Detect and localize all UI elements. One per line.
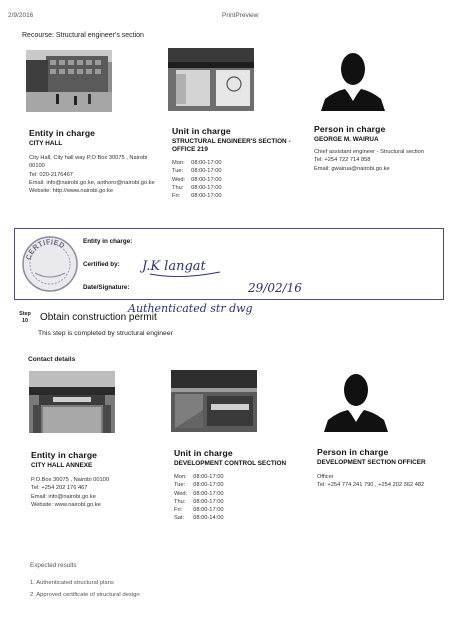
person-tel-2: Tel: +254 774 241 790 , +254 202 362 482 bbox=[317, 482, 425, 489]
entity-column-2 bbox=[31, 450, 166, 509]
print-date: 2/9/2016 bbox=[8, 12, 34, 19]
hours-row bbox=[172, 184, 228, 192]
cert-entity-label: Entity in charge: bbox=[83, 238, 133, 245]
person-column-2 bbox=[317, 447, 447, 490]
seal-text: CERTIFIED bbox=[25, 238, 66, 261]
entity-heading-2: Entity in charge bbox=[31, 450, 98, 460]
person-email[interactable]: Email: gwairua@nairobi.go.ke bbox=[314, 165, 390, 172]
hours-day: Mon: bbox=[174, 474, 187, 480]
hours-row bbox=[174, 490, 230, 498]
hours-row bbox=[174, 473, 230, 481]
unit-name: STRUCTURAL ENGINEER'S SECTION - OFFICE 219 bbox=[172, 138, 291, 153]
entity-email[interactable]: Email: info@nairobi.go.ke, aothoro@nairobi.go.ke bbox=[29, 179, 155, 186]
person-role-2: Officer bbox=[317, 474, 334, 480]
person-heading-2: Person in charge bbox=[317, 447, 389, 457]
hours-time: 08:00-17:00 bbox=[193, 482, 224, 489]
person-heading: Person in charge bbox=[314, 124, 386, 134]
hours-row bbox=[172, 159, 228, 167]
entity-heading: Entity in charge bbox=[29, 128, 96, 138]
hours-day: Tue: bbox=[174, 482, 186, 489]
hours-row bbox=[174, 506, 230, 514]
hours-time: 08:00-17:00 bbox=[191, 184, 222, 191]
entity-address: City Hall, City hall way P.O Box 30075 , Nairobi 00100 bbox=[29, 155, 148, 170]
person-column-1 bbox=[314, 124, 444, 173]
unit-name-2: DEVELOPMENT CONTROL SECTION bbox=[174, 460, 287, 467]
entity-name: CITY HALL bbox=[29, 140, 63, 147]
step-description: This step is completed by structural engineer bbox=[38, 330, 173, 337]
step-label: Step bbox=[19, 311, 31, 317]
person-tel: Tel: +254 722 714 858 bbox=[314, 157, 371, 164]
hours-row bbox=[172, 192, 228, 200]
unit-column-2 bbox=[174, 448, 309, 523]
unit-heading: Unit in charge bbox=[172, 126, 231, 136]
hours-row bbox=[172, 176, 228, 184]
office-hours-table bbox=[172, 159, 228, 200]
entity-tel: Tel: 020-2176467 bbox=[29, 171, 73, 178]
list-item: 1. Authenticated structural plans bbox=[30, 580, 114, 586]
unit-heading-2: Unit in charge bbox=[174, 448, 233, 458]
entity-website-2[interactable]: Website: www.nairobi.go.ke bbox=[31, 501, 101, 508]
hours-time: 08:00-17:00 bbox=[191, 160, 222, 166]
hours-day: Thu: bbox=[174, 498, 186, 505]
person-role: Chief assistant engineer - Structural section bbox=[314, 149, 425, 155]
person-avatar-george bbox=[315, 47, 391, 111]
hours-time: 08:00-17:00 bbox=[191, 176, 222, 183]
hours-row bbox=[172, 167, 228, 175]
entity-name-2: CITY HALL ANNEXE bbox=[31, 462, 93, 469]
hours-row bbox=[174, 514, 230, 522]
recourse-label: Recourse: Structural engineer's section bbox=[22, 32, 144, 39]
hours-time: 08:00-17:00 bbox=[193, 474, 224, 480]
entity-column-1 bbox=[29, 128, 164, 195]
entity-email-2[interactable]: Email: info@nairobi.go.ke bbox=[31, 493, 96, 500]
entity-tel-2: Tel: +254 202 176 467 bbox=[31, 485, 88, 492]
cert-date-label: Date/Signature: bbox=[83, 284, 130, 291]
step-number-badge bbox=[18, 311, 32, 325]
person-name-2: DEVELOPMENT SECTION OFFICER bbox=[317, 459, 426, 466]
hours-day: Fri: bbox=[172, 193, 181, 200]
expected-results-list bbox=[30, 577, 140, 601]
hours-day: Tue: bbox=[172, 168, 184, 175]
expected-results-heading: Expected results bbox=[30, 562, 77, 569]
city-hall-photo bbox=[26, 50, 112, 112]
development-control-office-photo bbox=[171, 370, 257, 432]
unit-column-1 bbox=[172, 126, 307, 200]
entity-website[interactable]: Website: http://www.nairobi.go.ke bbox=[29, 188, 113, 195]
hours-time: 08:00-17:00 bbox=[193, 498, 224, 505]
print-preview-title: PrintPreview bbox=[222, 12, 259, 19]
hours-day: Fri: bbox=[174, 507, 183, 514]
handwritten-date bbox=[246, 276, 326, 298]
hours-time: 08:00-14:00 bbox=[193, 515, 224, 522]
hours-day: Sat: bbox=[174, 515, 185, 522]
hours-time: 08:00-17:00 bbox=[191, 168, 222, 175]
person-avatar-development-officer bbox=[318, 368, 394, 432]
hours-time: 08:00-17:00 bbox=[193, 507, 224, 514]
hours-time: 08:00-17:00 bbox=[191, 193, 222, 200]
handwritten-signature-name bbox=[140, 254, 230, 280]
hours-day: Wed: bbox=[174, 490, 188, 497]
structural-section-office-photo bbox=[168, 48, 254, 111]
cert-certified-label: Certified by: bbox=[83, 261, 120, 268]
office-hours-table-2 bbox=[174, 473, 230, 523]
hours-day: Wed: bbox=[172, 176, 186, 183]
svg-text:Authenticated str dwg: Authenticated str dwg bbox=[128, 302, 253, 315]
certified-seal-stamp bbox=[21, 235, 79, 293]
city-hall-annexe-photo bbox=[29, 371, 115, 433]
svg-text:29/02/16: 29/02/16 bbox=[248, 281, 302, 295]
hours-row bbox=[174, 481, 230, 489]
hours-day: Mon: bbox=[172, 160, 185, 166]
hours-day: Thu: bbox=[172, 184, 184, 191]
contact-details-heading: Contact details bbox=[28, 356, 76, 363]
hours-row bbox=[174, 498, 230, 506]
entity-address-2: P.O.Box 30075 , Nairobi 00100 bbox=[31, 477, 109, 483]
hours-time: 08:00-17:00 bbox=[193, 490, 224, 497]
list-item: 2. Approved certificate of structural design bbox=[30, 592, 140, 598]
step-title: Obtain construction permit bbox=[40, 312, 157, 323]
person-name: GEORGE M. WAIRUA bbox=[314, 136, 379, 143]
step-number: 10 bbox=[22, 318, 28, 324]
svg-text:J.K langat: J.K langat bbox=[142, 259, 206, 274]
